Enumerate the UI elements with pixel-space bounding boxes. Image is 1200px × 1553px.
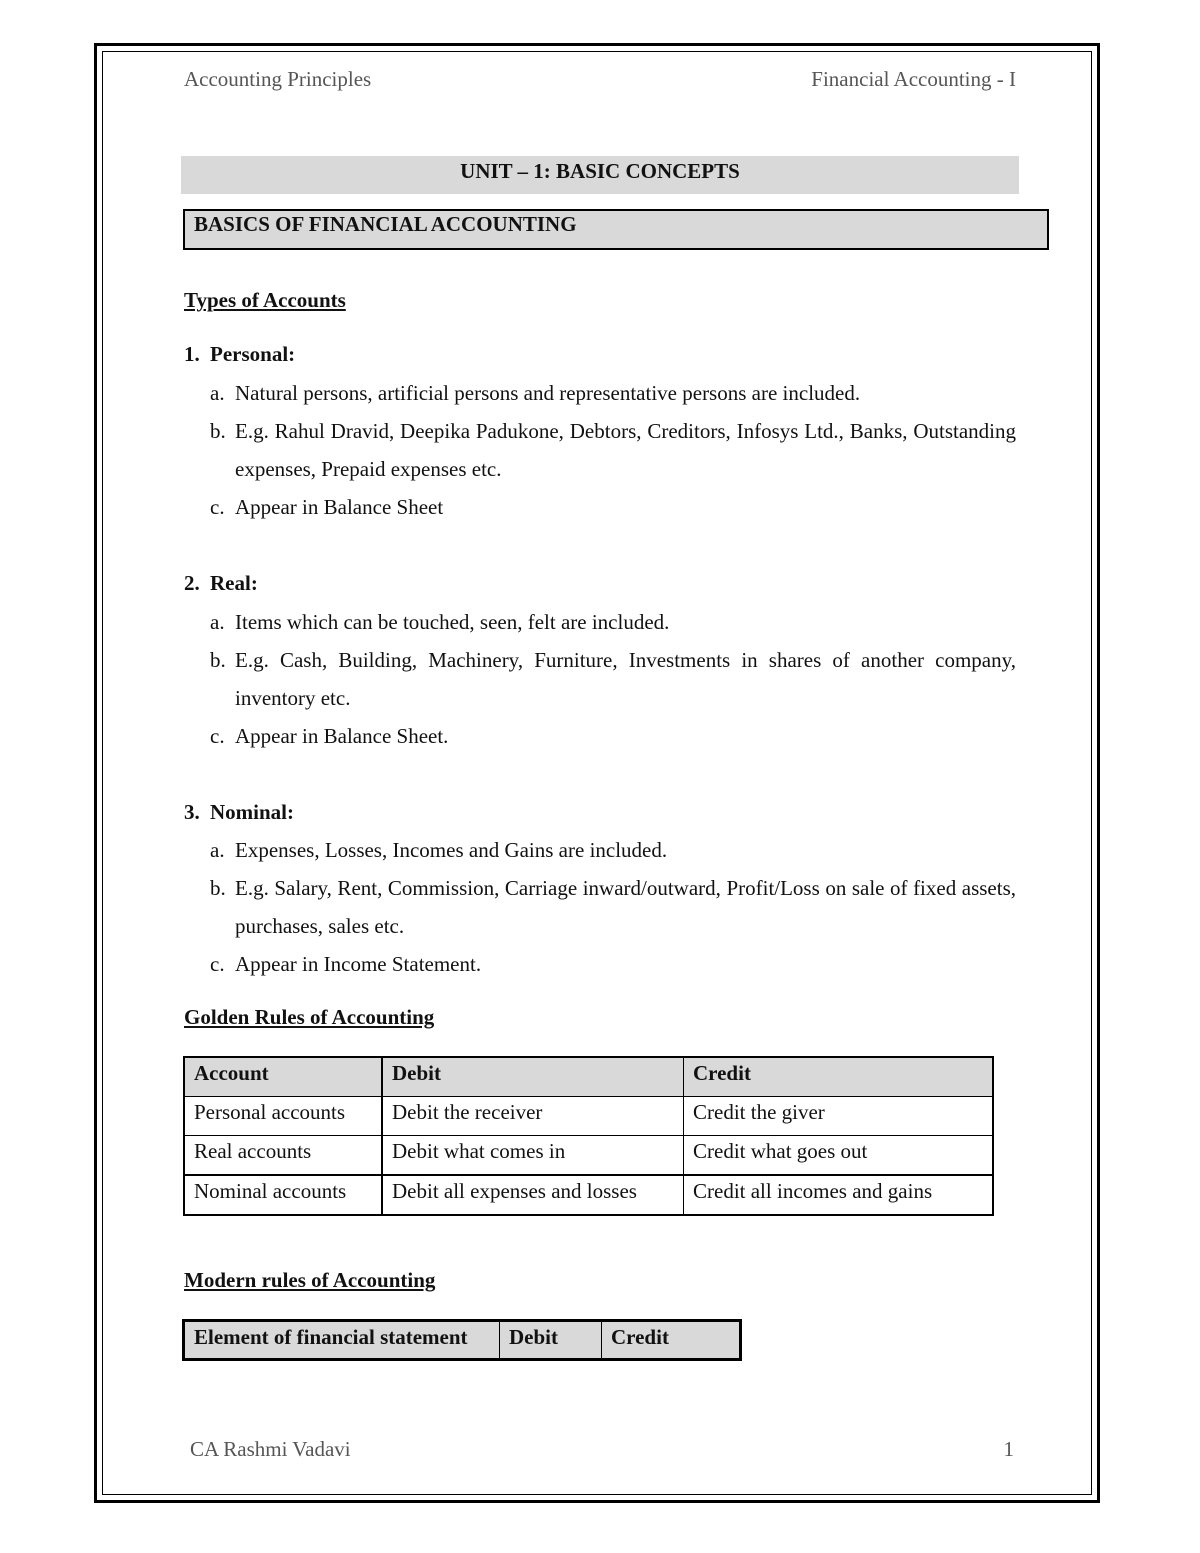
section-title: BASICS OF FINANCIAL ACCOUNTING	[183, 209, 1049, 250]
modern-rules-table	[182, 1319, 742, 1361]
type-number: 2.	[184, 571, 200, 595]
column-header: Element of financial statement	[184, 1321, 500, 1360]
item-text: Expenses, Losses, Incomes and Gains are included.	[235, 838, 668, 862]
modern-rules-heading: Modern rules of Accounting	[184, 1268, 436, 1292]
header-left: Accounting Principles	[184, 67, 372, 91]
type-heading-personal	[184, 342, 295, 367]
column-header: Account	[184, 1057, 382, 1097]
item-text: Appear in Income Statement.	[235, 952, 482, 976]
type-number: 3.	[184, 800, 200, 824]
item-letter: b.	[210, 876, 226, 900]
table-cell: Debit what comes in	[382, 1136, 684, 1176]
table-cell: Real accounts	[184, 1136, 382, 1176]
list-item	[210, 374, 1016, 412]
type-title: Real:	[210, 571, 258, 595]
item-letter: b.	[210, 648, 226, 672]
item-letter: a.	[210, 610, 225, 634]
item-text: Natural persons, artificial persons and representative persons are included.	[235, 381, 861, 405]
list-item	[210, 945, 1016, 983]
table-cell: Nominal accounts	[184, 1175, 382, 1215]
item-text: Appear in Balance Sheet	[235, 495, 444, 519]
header-right: Financial Accounting - I	[811, 67, 1016, 91]
item-text: E.g. Cash, Building, Machinery, Furniture, Investments in shares of another company, inventory etc.	[235, 648, 1016, 710]
item-letter: a.	[210, 838, 225, 862]
table-row	[184, 1136, 993, 1176]
column-header: Debit	[500, 1321, 602, 1360]
list-item	[210, 717, 1016, 755]
item-letter: b.	[210, 419, 226, 443]
list-item	[210, 869, 1016, 945]
type-title: Nominal:	[210, 800, 294, 824]
item-text: Items which can be touched, seen, felt are included.	[235, 610, 670, 634]
item-letter: c.	[210, 495, 225, 519]
table-cell: Debit the receiver	[382, 1097, 684, 1136]
page-number: 1	[1003, 1437, 1014, 1461]
list-item	[210, 412, 1016, 488]
footer-author: CA Rashmi Vadavi	[190, 1437, 351, 1461]
list-item	[210, 641, 1016, 717]
item-letter: c.	[210, 724, 225, 748]
golden-rules-table	[183, 1056, 994, 1216]
table-cell: Credit all incomes and gains	[684, 1175, 994, 1215]
item-text: Appear in Balance Sheet.	[235, 724, 449, 748]
table-header-row	[184, 1321, 741, 1360]
table-cell: Debit all expenses and losses	[382, 1175, 684, 1215]
list-item	[210, 831, 1016, 869]
type-heading-nominal	[184, 800, 294, 825]
table-row	[184, 1097, 993, 1136]
type-number: 1.	[184, 342, 200, 366]
item-text: E.g. Salary, Rent, Commission, Carriage inward/outward, Profit/Loss on sale of fixed assets, purchases, sales etc.	[235, 876, 1016, 938]
item-letter: c.	[210, 952, 225, 976]
table-header-row	[184, 1057, 993, 1097]
item-text: E.g. Rahul Dravid, Deepika Padukone, Debtors, Creditors, Infosys Ltd., Banks, Outstanding expenses, Prepaid expenses etc.	[235, 419, 1016, 481]
column-header: Debit	[382, 1057, 684, 1097]
table-row	[184, 1175, 993, 1215]
item-letter: a.	[210, 381, 225, 405]
type-title: Personal:	[210, 342, 296, 366]
table-cell: Personal accounts	[184, 1097, 382, 1136]
column-header: Credit	[684, 1057, 994, 1097]
list-item	[210, 603, 1016, 641]
list-item	[210, 488, 1016, 526]
table-cell: Credit the giver	[684, 1097, 994, 1136]
type-heading-real	[184, 571, 258, 596]
golden-rules-heading: Golden Rules of Accounting	[184, 1005, 435, 1029]
column-header: Credit	[602, 1321, 741, 1360]
unit-title: UNIT – 1: BASIC CONCEPTS	[181, 156, 1019, 194]
table-cell: Credit what goes out	[684, 1136, 994, 1176]
types-heading: Types of Accounts	[184, 288, 346, 312]
